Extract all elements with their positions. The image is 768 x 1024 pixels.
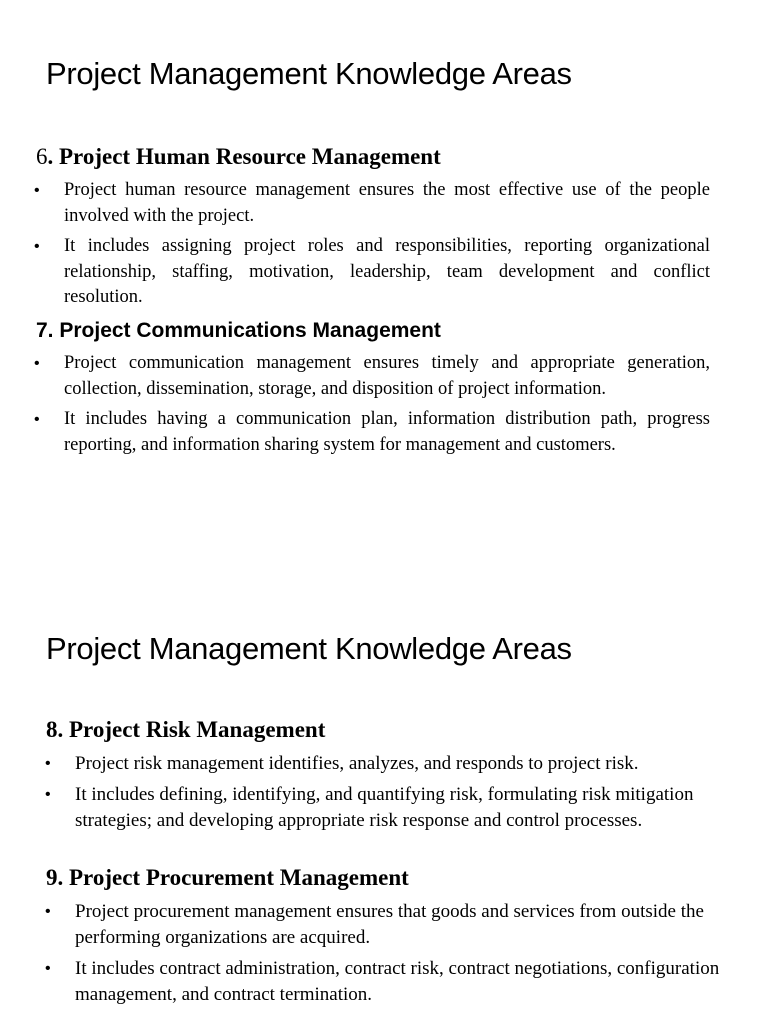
section-heading-text: . Project Human Resource Management	[47, 144, 441, 169]
bullet-icon: •	[34, 238, 40, 255]
bullet-icon: •	[34, 182, 40, 199]
bullet-text: Project communication management ensures timely and appropriate generation, collection, dissemination, storage, and disposition of project information.	[64, 353, 710, 399]
list-item	[36, 178, 710, 229]
bullet-icon: •	[45, 786, 51, 803]
list-item	[46, 956, 736, 1008]
list-item	[36, 351, 710, 402]
bullet-text: It includes having a communication plan, information distribution path, progress reporting, and information sharing system for management and customers.	[64, 409, 710, 455]
bullet-list	[36, 351, 710, 463]
section-heading-procurement: 9. Project Procurement Management	[46, 865, 409, 890]
bullet-text: Project procurement management ensures that goods and services from outside the performing organizations are acquired.	[75, 901, 704, 948]
bullet-icon: •	[45, 960, 51, 977]
bullet-text: It includes defining, identifying, and quantifying risk, formulating risk mitigation strategies; and developing appropriate risk response and control processes.	[75, 784, 694, 831]
slide-title: Project Management Knowledge Areas	[46, 56, 572, 91]
bullet-text: Project risk management identifies, analyzes, and responds to project risk.	[75, 753, 639, 774]
section-number: 6	[36, 144, 48, 169]
bullet-icon: •	[34, 411, 40, 428]
section-heading-communications: 7. Project Communications Management	[36, 319, 441, 342]
slide-title: Project Management Knowledge Areas	[46, 631, 572, 666]
bullet-text: It includes assigning project roles and responsibilities, reporting organizational relationship, staffing, motivation, leadership, team development and conflict resolution.	[64, 236, 710, 307]
bullet-text: It includes contract administration, contract risk, contract negotiations, configuration management, and contract termination.	[75, 958, 720, 1005]
list-item	[46, 899, 736, 951]
section-heading-risk: 8. Project Risk Management	[46, 717, 326, 742]
list-item	[46, 782, 736, 834]
slide-2	[0, 575, 768, 1024]
section-heading-human-resource	[36, 144, 441, 170]
bullet-list	[46, 751, 736, 839]
bullet-list	[36, 178, 710, 316]
list-item	[36, 407, 710, 458]
bullet-text: Project human resource management ensures the most effective use of the people involved with the project.	[64, 180, 710, 226]
bullet-icon: •	[45, 903, 51, 920]
bullet-icon: •	[34, 355, 40, 372]
list-item	[36, 234, 710, 311]
bullet-icon: •	[45, 755, 51, 772]
list-item	[46, 751, 736, 777]
bullet-list	[46, 899, 736, 1013]
